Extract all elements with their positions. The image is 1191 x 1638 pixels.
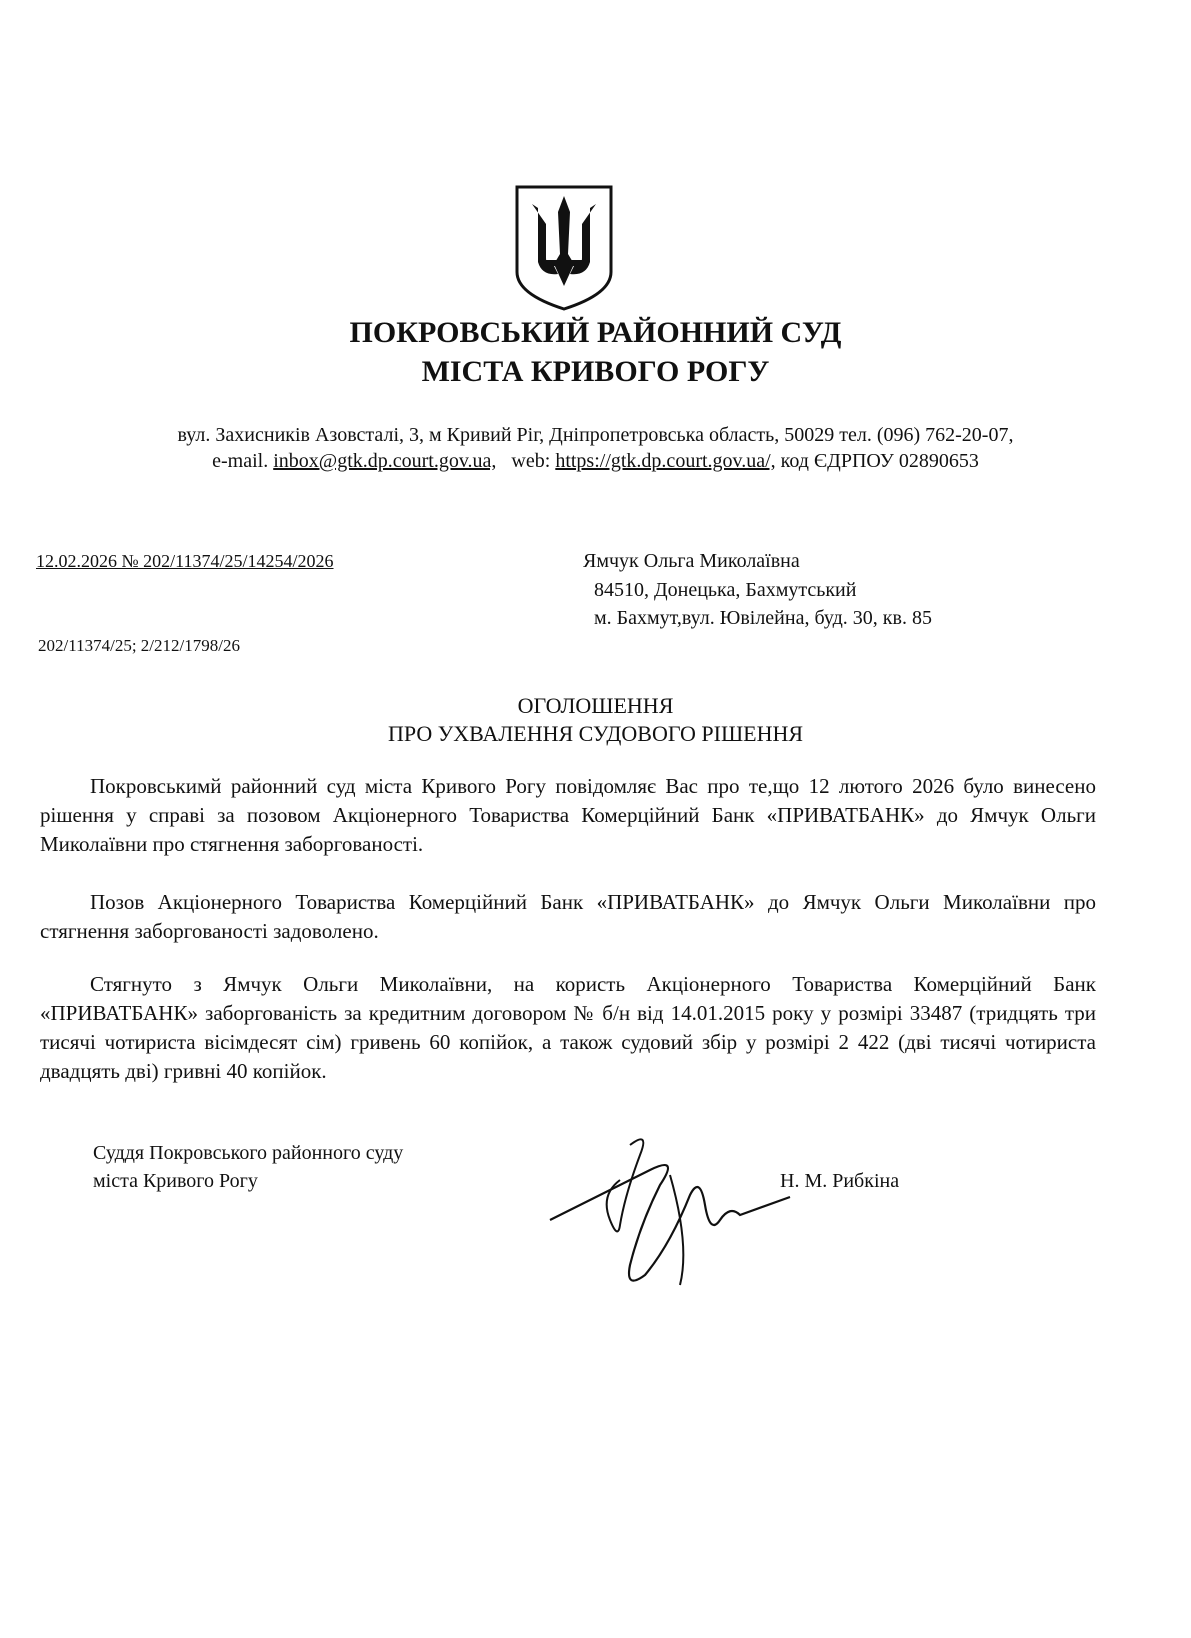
judge-position-line1: Суддя Покровського районного суду <box>93 1142 404 1164</box>
paragraph-notice: Покровськимй районний суд міста Кривого Рогу повідомляє Вас про те,що 12 лютого 2026 було винесено рішення у справі за позовом Акціонерного Товариства Комерційний Банк «ПРИВАТБАНК» до Ямчук Ольги Миколаївни про стягнення заборгованості. <box>40 774 1096 856</box>
heading-line1: ОГОЛОШЕННЯ <box>517 693 674 718</box>
signer-name: Н. М. Рибкіна <box>780 1170 900 1192</box>
court-address: вул. Захисників Азовсталі, 3, м Кривий Ріг, Дніпропетровська область, 50029 тел. (096) 762-20-07, <box>177 424 1014 446</box>
court-name-line2: МІСТА КРИВОГО РОГУ <box>421 355 770 388</box>
case-reference: 202/11374/25; 2/212/1798/26 <box>38 636 240 655</box>
court-contacts <box>0 450 1191 473</box>
paragraph-claim-granted: Позов Акціонерного Товариства Комерційний Банк «ПРИВАТБАНК» до Ямчук Ольги Миколаївни про стягнення заборгованості задоволено. <box>40 890 1096 943</box>
heading-line2: ПРО УХВАЛЕННЯ СУДОВОГО РІШЕННЯ <box>387 721 804 746</box>
paragraph-recovery: Стягнуто з Ямчук Ольги Миколаївни, на користь Акціонерного Товариства Комерційний Банк «ПРИВАТБАНК» заборгованість за кредитним договором № б/н від 14.01.2015 року у розмірі 33487 (тридцять три тисячі чотириста вісімдесят сім) гривень 60 копійок, а також судовий збір у розмірі 2 422 (дві тисячі чотириста двадцять дві) гривні 40 копійок. <box>40 972 1096 1083</box>
recipient-address-line2: м. Бахмут,вул. Ювілейна, буд. 30, кв. 85 <box>594 607 932 629</box>
web-label: web: <box>511 450 551 472</box>
coat-of-arms-emblem <box>514 184 614 312</box>
outgoing-date-number: 12.02.2026 № 202/11374/25/14254/2026 <box>36 551 334 571</box>
recipient-name: Ямчук Ольга Миколаївна <box>583 550 800 572</box>
email-link[interactable]: inbox@gtk.dp.court.gov.ua, <box>273 450 497 472</box>
judge-position-line2: міста Кривого Рогу <box>93 1170 258 1192</box>
handwritten-signature <box>540 1125 800 1295</box>
edrpou-code: код ЄДРПОУ 02890653 <box>780 450 979 472</box>
court-name-line1: ПОКРОВСЬКИЙ РАЙОННИЙ СУД <box>349 316 842 349</box>
web-link[interactable]: https://gtk.dp.court.gov.ua/, <box>555 450 776 472</box>
email-label: e-mail. <box>212 450 269 472</box>
recipient-address-line1: 84510, Донецька, Бахмутський <box>594 579 857 601</box>
